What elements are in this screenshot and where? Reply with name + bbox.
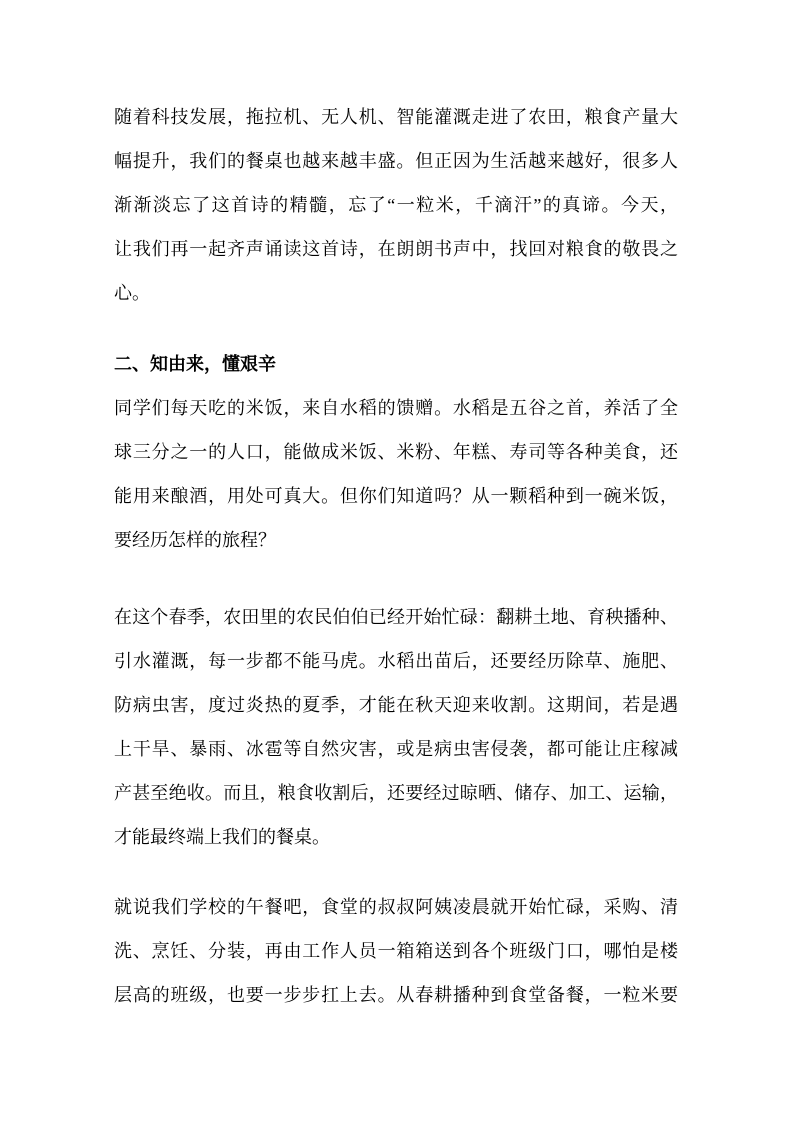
paragraph-tech-intro bbox=[114, 95, 678, 315]
section-heading-text: 二、知由来，懂艰辛 bbox=[114, 354, 276, 374]
text-line: 防病虫害，度过炎热的夏季，才能在秋天迎来收割。这期间，若是遇 bbox=[114, 695, 678, 715]
document-content bbox=[114, 95, 678, 1017]
text-line: 幅提升，我们的餐桌也越来越丰盛。但正因为生活越来越好，很多人 bbox=[114, 151, 678, 171]
text-line: 引水灌溉，每一步都不能马虎。水稻出苗后，还要经历除草、施肥、 bbox=[114, 651, 678, 671]
text-line: 就说我们学校的午餐吧，食堂的叔叔阿姨凌晨就开始忙碌，采购、清 bbox=[114, 897, 678, 917]
paragraph-rice-origin bbox=[114, 386, 678, 562]
text-line: 产甚至绝收。而且，粮食收割后，还要经过晾晒、储存、加工、运输， bbox=[114, 783, 678, 803]
text-line: 同学们每天吃的米饭，来自水稻的馈赠。水稻是五谷之首，养活了全 bbox=[114, 398, 678, 418]
text-line: 随着科技发展，拖拉机、无人机、智能灌溉走进了农田，粮食产量大 bbox=[114, 107, 678, 127]
paragraph-farming-process bbox=[114, 595, 678, 859]
text-line: 球三分之一的人口，能做成米饭、米粉、年糕、寿司等各种美食，还 bbox=[114, 442, 678, 462]
text-line: 才能最终端上我们的餐桌。 bbox=[114, 827, 330, 847]
text-line: 能用来酿酒，用处可真大。但你们知道吗？从一颗稻种到一碗米饭， bbox=[114, 486, 678, 506]
text-line: 让我们再一起齐声诵读这首诗，在朗朗书声中，找回对粮食的敬畏之 bbox=[114, 239, 678, 259]
text-line: 要经历怎样的旅程？ bbox=[114, 530, 276, 550]
paragraph-school-lunch bbox=[114, 885, 678, 1017]
text-line: 渐渐淡忘了这首诗的精髓，忘了“一粒米，千滴汗”的真谛。今天， bbox=[114, 195, 678, 215]
section-heading bbox=[114, 342, 678, 386]
text-line: 洗、烹饪、分装，再由工作人员一箱箱送到各个班级门口，哪怕是楼 bbox=[114, 941, 678, 961]
text-line: 层高的班级，也要一步步扛上去。从春耕播种到食堂备餐，一粒米要 bbox=[114, 985, 678, 1005]
text-line: 在这个春季，农田里的农民伯伯已经开始忙碌：翻耕土地、育秧播种、 bbox=[114, 607, 678, 627]
text-line: 上干旱、暴雨、冰雹等自然灾害，或是病虫害侵袭，都可能让庄稼减 bbox=[114, 739, 678, 759]
text-line: 心。 bbox=[114, 283, 150, 303]
